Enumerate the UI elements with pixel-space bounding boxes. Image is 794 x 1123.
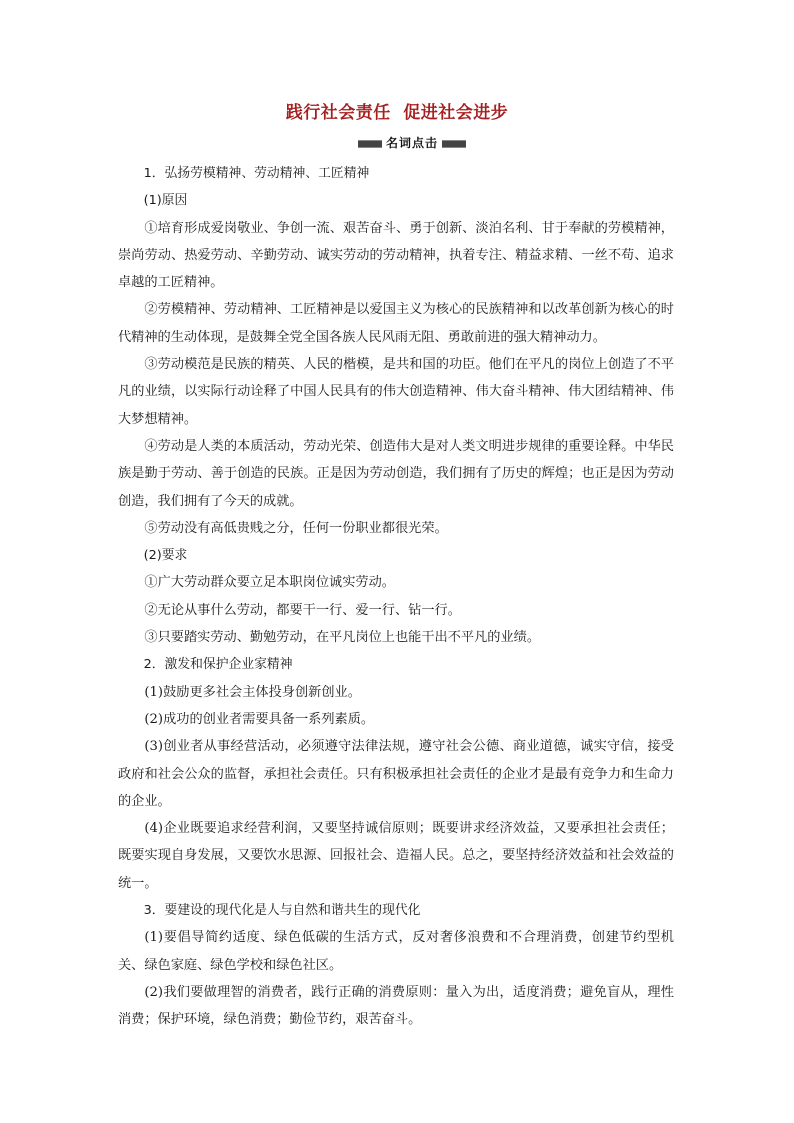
heading-2: 2．激发和保护企业家精神 [143, 657, 293, 673]
paragraph: ②无论从事什么劳动，都要干一行、爱一行、钻一行。 [144, 602, 461, 618]
banner-label: 名词点击 [382, 135, 442, 151]
paragraph: ①广大劳动群众要立足本职岗位诚实劳动。 [144, 575, 395, 591]
paragraph: ③只要踏实劳动、勤勉劳动，在平凡岗位上也能干出不平凡的业绩。 [144, 630, 541, 646]
paragraph: (1)鼓励更多社会主体投身创新创业。 [144, 684, 361, 700]
subheading-requirements: (2)要求 [143, 548, 188, 564]
paragraph: ③劳动模范是民族的精英、人民的楷模，是共和国的功臣。他们在平凡的岗位上创造了不平凡的业绩，以实际行动诠释了中国人民具有的伟大创造精神、伟大奋斗精神、伟大团结精神、伟大梦想精神。 [118, 357, 674, 427]
paragraph: ⑤劳动没有高低贵贱之分，任何一份职业都很光荣。 [144, 520, 448, 536]
page-title: 践行社会责任 促进社会进步 [285, 103, 509, 123]
paragraph: (2)成功的创业者需要具备一系列素质。 [144, 711, 375, 727]
paragraph: (2)我们要做理智的消费者，践行正确的消费原则：量入为出，适度消费；避免盲从，理性消费；保护环境，绿色消费；勤俭节约，艰苦奋斗。 [118, 984, 674, 1028]
heading-1: 1．弘扬劳模精神、劳动精神、工匠精神 [143, 166, 370, 181]
paragraph: (3)创业者从事经营活动，必须遵守法律法规，遵守社会公德、商业道德，诚实守信，接受政府和社会公众的监督，承担社会责任。只有积极承担社会责任的企业才是最有竞争力和生命力的企业。 [118, 739, 674, 809]
paragraph: ①培育形成爱岗敬业、争创一流、艰苦奋斗、勇于创新、淡泊名利、甘于奉献的劳模精神，崇尚劳动、热爱劳动、辛勤劳动、诚实劳动的劳动精神，执着专注、精益求精、一丝不苟、追求卓越的工匠精神。 [118, 220, 674, 291]
section-banner [358, 135, 466, 151]
paragraph: (4)企业既要追求经营利润，又要坚持诚信原则；既要讲求经济效益，又要承担社会责任；既要实现自身发展，又要饮水思源、回报社会、造福人民。总之，要坚持经济效益和社会效益的统一。 [118, 821, 674, 891]
paragraph: ②劳模精神、劳动精神、工匠精神是以爱国主义为核心的民族精神和以改革创新为核心的时代精神的生动体现，是鼓舞全党全国各族人民风雨无阻、勇敢前进的强大精神动力。 [118, 302, 674, 345]
document-body [118, 160, 674, 1034]
paragraph: (1)要倡导简约适度、绿色低碳的生活方式，反对奢侈浪费和不合理消费，创建节约型机关、绿色家庭、绿色学校和绿色社区。 [118, 930, 674, 973]
heading-3: 3．要建设的现代化是人与自然和谐共生的现代化 [143, 903, 421, 919]
subheading-reasons: (1)原因 [143, 193, 188, 209]
paragraph: ④劳动是人类的本质活动，劳动光荣、创造伟大是对人类文明进步规律的重要诠释。中华民族是勤于劳动、善于创造的民族。正是因为劳动创造，我们拥有了历史的辉煌；也正是因为劳动创造，我们拥有了今天的成就。 [118, 438, 674, 509]
